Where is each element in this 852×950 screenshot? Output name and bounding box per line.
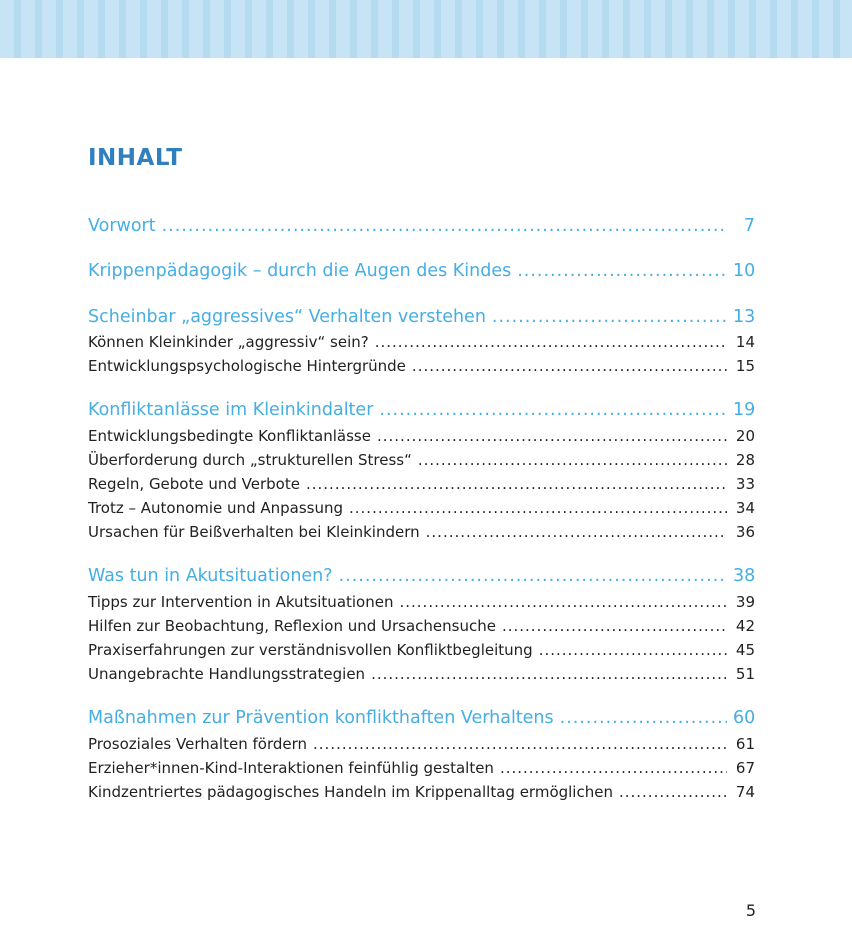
toc-entry-label: Krippenpädagogik – durch die Augen des Kindes bbox=[88, 261, 512, 281]
toc-entry-page: 74 bbox=[735, 783, 755, 801]
dot-leader bbox=[412, 357, 727, 375]
toc-entry[interactable] bbox=[88, 708, 755, 728]
toc-entry[interactable] bbox=[88, 593, 755, 611]
toc-entry-label: Scheinbar „aggressives“ Verhalten verstehen bbox=[88, 307, 486, 327]
toc-entry-page: 45 bbox=[735, 641, 755, 659]
toc-entry-label: Maßnahmen zur Prävention konflikthaften Verhaltens bbox=[88, 708, 554, 728]
toc-entry-page: 39 bbox=[735, 593, 755, 611]
toc-entry[interactable] bbox=[88, 427, 755, 445]
toc-entry-label: Was tun in Akutsituationen? bbox=[88, 566, 333, 586]
toc-entry-label: Kindzentriertes pädagogisches Handeln im Krippenalltag ermöglichen bbox=[88, 783, 613, 801]
toc-entry-page: 51 bbox=[735, 665, 755, 683]
toc-entry-label: Entwicklungspsychologische Hintergründe bbox=[88, 357, 406, 375]
toc-entry-page: 14 bbox=[735, 333, 755, 351]
toc-entry[interactable] bbox=[88, 499, 755, 517]
toc-entry-page: 15 bbox=[735, 357, 755, 375]
toc-entry-label: Trotz – Autonomie und Anpassung bbox=[88, 499, 343, 517]
toc-entry-label: Regeln, Gebote und Verbote bbox=[88, 475, 300, 493]
toc-entry-page: 7 bbox=[743, 216, 755, 236]
toc-entry-page: 36 bbox=[735, 523, 755, 541]
dot-leader bbox=[560, 708, 727, 728]
toc-entry-label: Können Kleinkinder „aggressiv“ sein? bbox=[88, 333, 369, 351]
toc-entry-label: Praxiserfahrungen zur verständnisvollen Konfliktbegleitung bbox=[88, 641, 533, 659]
dot-leader bbox=[492, 307, 727, 327]
toc-entry[interactable] bbox=[88, 735, 755, 753]
toc-entry-page: 67 bbox=[735, 759, 755, 777]
toc-entry[interactable] bbox=[88, 641, 755, 659]
dot-leader bbox=[162, 216, 727, 236]
toc-entry[interactable] bbox=[88, 307, 755, 327]
dot-leader bbox=[502, 617, 727, 635]
toc-entry[interactable] bbox=[88, 333, 755, 351]
toc-entry-page: 60 bbox=[733, 708, 756, 728]
toc-entry[interactable] bbox=[88, 261, 755, 281]
toc-entry-page: 19 bbox=[733, 400, 756, 420]
toc-entry-page: 20 bbox=[735, 427, 755, 445]
dot-leader bbox=[539, 641, 727, 659]
page-number: 5 bbox=[745, 901, 756, 920]
dot-leader bbox=[426, 523, 727, 541]
toc-entry[interactable] bbox=[88, 759, 755, 777]
toc-entry-label: Ursachen für Beißverhalten bei Kleinkindern bbox=[88, 523, 420, 541]
toc-entry[interactable] bbox=[88, 475, 755, 493]
dot-leader bbox=[375, 333, 727, 351]
toc-entry[interactable] bbox=[88, 357, 755, 375]
dot-leader bbox=[399, 593, 727, 611]
dot-leader bbox=[500, 759, 727, 777]
decorative-striped-header bbox=[0, 0, 852, 58]
toc-entry[interactable] bbox=[88, 523, 755, 541]
dot-leader bbox=[418, 451, 727, 469]
dot-leader bbox=[349, 499, 727, 517]
dot-leader bbox=[371, 665, 727, 683]
dot-leader bbox=[377, 427, 727, 445]
toc-entry[interactable] bbox=[88, 665, 755, 683]
toc-entry-page: 28 bbox=[735, 451, 755, 469]
toc-entry-label: Entwicklungsbedingte Konfliktanlässe bbox=[88, 427, 371, 445]
page-title: INHALT bbox=[88, 145, 183, 171]
toc-entry-page: 34 bbox=[735, 499, 755, 517]
toc-entry-label: Überforderung durch „strukturellen Stress“ bbox=[88, 451, 412, 469]
dot-leader bbox=[339, 566, 727, 586]
dot-leader bbox=[306, 475, 727, 493]
toc-entry-label: Hilfen zur Beobachtung, Reflexion und Ursachensuche bbox=[88, 617, 496, 635]
toc-entry-page: 42 bbox=[735, 617, 755, 635]
toc-entry[interactable] bbox=[88, 216, 755, 236]
dot-leader bbox=[313, 735, 727, 753]
toc-entry-page: 33 bbox=[735, 475, 755, 493]
toc-entry-label: Konfliktanlässe im Kleinkindalter bbox=[88, 400, 374, 420]
toc-entry-page: 38 bbox=[733, 566, 756, 586]
toc-entry[interactable] bbox=[88, 617, 755, 635]
toc-entry-page: 10 bbox=[733, 261, 756, 281]
toc-entry-label: Erzieher*innen-Kind-Interaktionen feinfühlig gestalten bbox=[88, 759, 494, 777]
toc-entry-label: Vorwort bbox=[88, 216, 156, 236]
dot-leader bbox=[517, 261, 727, 281]
toc-entry-label: Prosoziales Verhalten fördern bbox=[88, 735, 308, 753]
toc-entry[interactable] bbox=[88, 451, 755, 469]
toc-entry-page: 13 bbox=[733, 307, 756, 327]
dot-leader bbox=[379, 400, 727, 420]
toc-entry[interactable] bbox=[88, 566, 755, 586]
toc-entry[interactable] bbox=[88, 400, 755, 420]
toc-entry-label: Unangebrachte Handlungsstrategien bbox=[88, 665, 366, 683]
toc-entry-label: Tipps zur Intervention in Akutsituationen bbox=[88, 593, 394, 611]
toc-entry-page: 61 bbox=[735, 735, 755, 753]
toc-entry[interactable] bbox=[88, 783, 755, 801]
dot-leader bbox=[619, 783, 727, 801]
